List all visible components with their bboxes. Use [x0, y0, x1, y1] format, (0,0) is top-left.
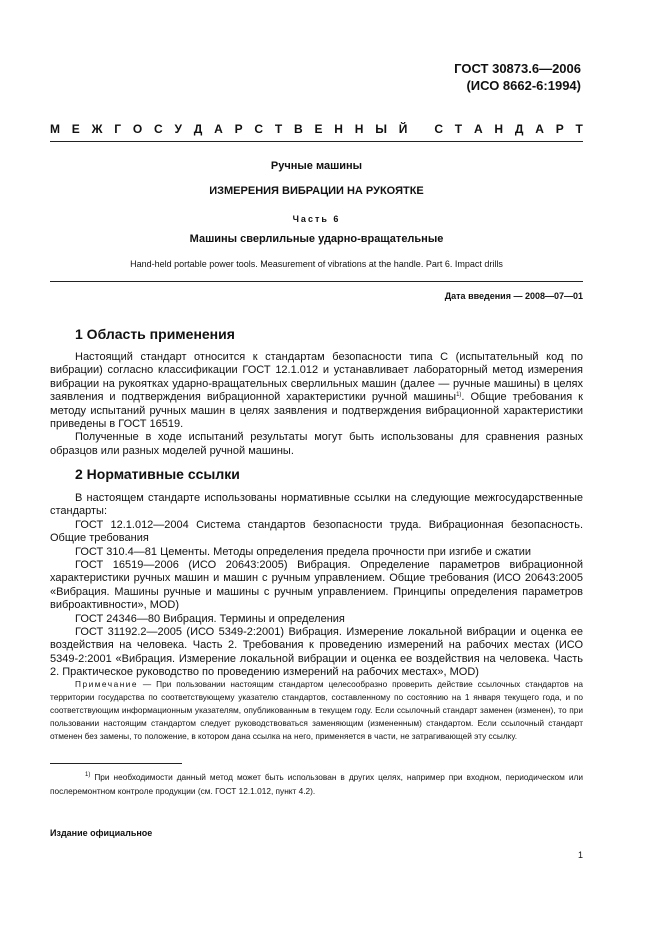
- footnote-reference: 1): [456, 392, 462, 399]
- note-text: — При пользовании настоящим стандартом целесообразно проверить действие ссылочных стандартов на территории государства по соответствующему указателю стандартов, составленному по состоянию на 1 января текущего года, и по соответствующим информационным указателям, опубликованным в текущем году. Если ссылочный стандарт заменен (изменен), то при пользовании настоящим стандартом следует руководствоваться заменяющим (измененным) стандартом. Если ссылочный стандарт отменен без замены, то положение, в котором дана ссылка на него, применяется в части, не затрагивающей эту ссылку.: [50, 679, 583, 741]
- banner-letter: А: [473, 122, 483, 136]
- banner-letter: А: [535, 122, 544, 136]
- footnote-rule: [50, 763, 182, 764]
- reference-item: ГОСТ 16519—2006 (ИСО 20643:2005) Вибрация. Определение параметров вибрационной характеристики ручных машин и машин с ручным управлением. Общие требования (ИСО 20643:2005 «Вибрация. Машины ручные и машины с ручным управлением. Принципы определения параметров виброактивности», MOD): [50, 559, 583, 612]
- note-block: [50, 678, 583, 743]
- banner-letter: Ж: [91, 122, 103, 136]
- banner-letter: В: [294, 122, 303, 136]
- title-english: Hand-held portable power tools. Measurement of vibrations at the handle. Part 6. Impact drills: [130, 259, 503, 269]
- banner-letter: С: [434, 122, 443, 136]
- footnote: [50, 770, 583, 798]
- banner-letter: Е: [314, 122, 323, 136]
- banner-letter: Р: [234, 122, 243, 136]
- section-1-text-a: Настоящий стандарт относится к стандартам безопасности типа С (испытательный код по вибрации) согласно классификации ГОСТ 12.1.012 и устанавливает лабораторный метод измерения вибрации на рукоятках ударно-вращательных сверлильных машин (далее — ручные машины) в целях заявления и подтверждения вибрационной характеристики ручной машины: [50, 351, 583, 404]
- note-label: Примечание: [75, 679, 139, 689]
- edition-label: Издание официальное: [50, 828, 153, 838]
- banner-letter: [419, 122, 422, 136]
- footnote-mark: 1): [85, 772, 91, 778]
- banner-letter: Д: [193, 122, 203, 136]
- section-2-intro: В настоящем стандарте использованы нормативные ссылки на следующие межгосударственные стандарты:: [50, 492, 583, 518]
- reference-item: ГОСТ 24346—80 Вибрация. Термины и определения: [75, 612, 345, 625]
- date-of-introduction: Дата введения — 2008—07—01: [444, 291, 583, 301]
- banner-letter: Е: [71, 122, 80, 136]
- reference-item: ГОСТ 310.4—81 Цементы. Методы определения предела прочности при изгибе и сжатии: [75, 545, 532, 558]
- title-part: Часть 6: [292, 214, 341, 224]
- banner-letter: А: [214, 122, 223, 136]
- banner-letter: Т: [575, 122, 583, 136]
- banner-letter: О: [132, 122, 143, 136]
- interstate-standard-banner: [50, 122, 583, 136]
- banner-letter: У: [174, 122, 182, 136]
- banner-letter: Н: [354, 122, 364, 136]
- banner-letter: Г: [114, 122, 122, 136]
- banner-letter: Д: [514, 122, 524, 136]
- banner-letter: Н: [494, 122, 504, 136]
- section-1-heading: 1 Область применения: [75, 326, 235, 342]
- section-2-body: [50, 492, 583, 680]
- section-1-body: [50, 351, 583, 458]
- banner-letter: С: [254, 122, 264, 136]
- section-1-paragraph: [50, 351, 583, 431]
- section-1-text-b: . Общие требования к методу испытаний ручных машин в целях заявления и подтверждения вибрационной характеристики приведены в ГОСТ 16519.: [50, 391, 583, 431]
- section-2-heading: 2 Нормативные ссылки: [75, 466, 240, 482]
- title-rule: [50, 281, 583, 282]
- banner-letter: Т: [454, 122, 463, 136]
- title-subtitle: Машины сверлильные ударно-вращательные: [189, 233, 444, 245]
- header-rule: [50, 141, 583, 142]
- banner-letter: Р: [555, 122, 564, 136]
- reference-item: ГОСТ 12.1.012—2004 Система стандартов безопасности труда. Вибрационная безопасность. Общие требования: [50, 518, 583, 545]
- banner-letter: Й: [398, 122, 408, 136]
- title-main: ИЗМЕРЕНИЯ ВИБРАЦИИ НА РУКОЯТКЕ: [209, 185, 424, 197]
- section-1-paragraph: Полученные в ходе испытаний результаты могут быть использованы для сравнения разных образцов или разных моделей ручной машины.: [50, 431, 583, 457]
- banner-letter: М: [50, 122, 60, 136]
- reference-item: ГОСТ 31192.2—2005 (ИСО 5349-2:2001) Вибрация. Измерение локальной вибрации и оценка ее воздействия на человека. Часть 2. Требования к проведению измерений на рабочих местах (ИСО 5349-2:2001 «Вибрация. Измерение локальной вибрации и оценка ее воздействия на человека. Часть 2. Практическое руководство по проведению измерений на рабочих местах», MOD): [50, 626, 583, 679]
- banner-letter: Н: [334, 122, 343, 136]
- footnote-text: При необходимости данный метод может быть использован в других целях, например при входном, периодическом или послеремонтном контроле продукции (см. ГОСТ 12.1.012, пункт 4.2).: [50, 772, 583, 796]
- title-group: Ручные машины: [270, 160, 363, 172]
- banner-letter: Ы: [375, 122, 387, 136]
- page-number: 1: [577, 850, 583, 860]
- banner-letter: Т: [274, 122, 283, 136]
- standard-code: ГОСТ 30873.6—2006: [454, 61, 581, 76]
- standard-designation: [454, 60, 581, 94]
- banner-letter: С: [154, 122, 163, 136]
- iso-code: (ИСО 8662-6:1994): [466, 78, 581, 93]
